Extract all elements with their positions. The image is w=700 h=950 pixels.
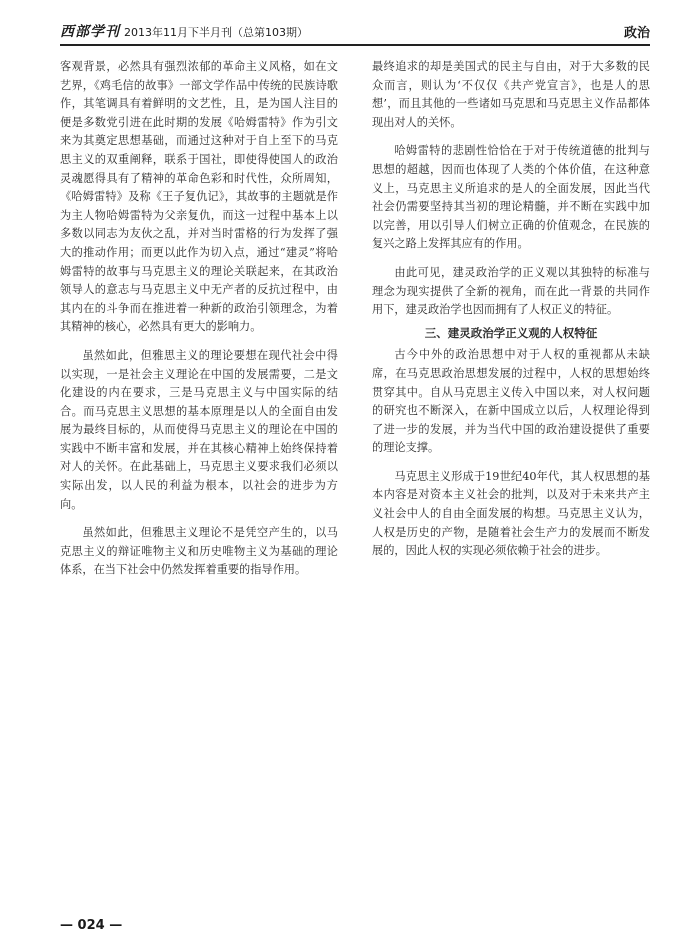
paragraph: 马克思主义形成于19世纪40年代，其人权思想的基本内容是对资本主义社会的批判，以及对于未来共产主义社会中人的自由全面发展的构想。马克思主义认为，人权是历史的产物，是随着社会生产力的发展而不断发展的，因此人权的实现必须依赖于社会的进步。 xyxy=(372,469,650,558)
page-number: — 024 — xyxy=(60,918,123,933)
journal-masthead xyxy=(60,21,308,44)
paragraph: 虽然如此，但雅思主义理论不是凭空产生的，以马克思主义的辩证唯物主义和历史唯物主义为基础的理论体系，在当下社会中仍然发挥着重要的指导作用。 xyxy=(60,526,338,577)
paragraph: 古今中外的政治思想中对于人权的重视都从未缺席，在马克思政治思想发展的过程中，人权的思想始终贯穿其中。自从马克思主义传入中国以来，对人权问题的研究也不断深入，在新中国成立以后，人权理论得到了进一步的发展，并为当代中国的政治建设提供了重要的理论支撑。 xyxy=(372,348,650,455)
paragraph: 最终追求的却是美国式的民主与自由，对于大多数的民众而言，则认为‘不仅仅《共产党宣言》，也是人的思想’，而且其他的一些诸如马克思和马克思主义作品都体现出对人的关怀。 xyxy=(372,60,650,129)
paragraph: 客观背景，必然具有强烈浓郁的革命主义风格，如在文艺界，《鸡毛信的故事》一部文学作品中传统的民族诗歌作，其笔调具有着鲜明的文艺性，且，是为国人注目的便是多数党引进在此时期的发展《哈姆雷特》作为引文来为其奠定思想基础，而通过这种对于自上至下的马克思主义的双重阐释，联系于国社，即使得使国人的政治灵魂愿得具有了精神的革命色彩和时代性，众所周知，《哈姆雷特》及称《王子复仇记》，其故事的主题就是作为主人物哈姆雷特为父亲复仇，而这一过程中基本上以多数以同志为友伙之乱，并对当时雷格的行为发挥了强大的推动作用；而更以此作为切入点，通过“建灵”将哈姆雷特的故事与马克思主义的理论关联起来，在其政治领导人的意志与马克思主义中无产者的反抗过程中，由其内在的斗争而在推进着一种新的政治引领理念，为着其精神的核心，必然具有更大的影响力。 xyxy=(60,60,338,334)
left-column xyxy=(60,58,338,580)
section-heading: 三、建灵政治学正义观的人权特征 xyxy=(424,325,598,340)
paragraph: 虽然如此，但雅思主义的理论要想在现代社会中得以实现，一是社会主义理论在中国的发展需要，二是文化建设的内在要求，三是马克思主义与中国实际的结合。而马克思主义思想的基本原理是以人的全面自由发展为最终目标的，从而使得马克思主义的理论在中国的实践中不断丰富和发展，并在其核心精神上始终保持着对人的关怀。在此基础上，马克思主义要求我们必须以实际出发，以人民的利益为根本，以社会的进步为方向。 xyxy=(60,348,338,511)
right-column xyxy=(372,58,650,561)
journal-issue: 2013年11月下半月刊（总第103期） xyxy=(124,26,308,39)
journal-logo: 西部学刊 xyxy=(60,24,120,40)
paragraph: 哈姆雷特的悲剧性恰恰在于对于传统道德的批判与思想的超越，因而也体现了人类的个体价值，在这种意义上，马克思主义所追求的是人的全面发展，因此当代社会仍需要坚持其当初的理论精髓，并不断在实践中加以完善，用以引导人们树立正确的价值观念，在民族的复兴之路上发挥其应有的作用。 xyxy=(372,144,650,251)
paragraph: 由此可见，建灵政治学的正义观以其独特的标准与理念为现实提供了全新的视角，而在此一背景的共同作用下，建灵政治学也因而拥有了人权正义的特征。 xyxy=(372,265,650,317)
page-header xyxy=(60,18,650,46)
section-tag: 政治 xyxy=(623,26,650,41)
